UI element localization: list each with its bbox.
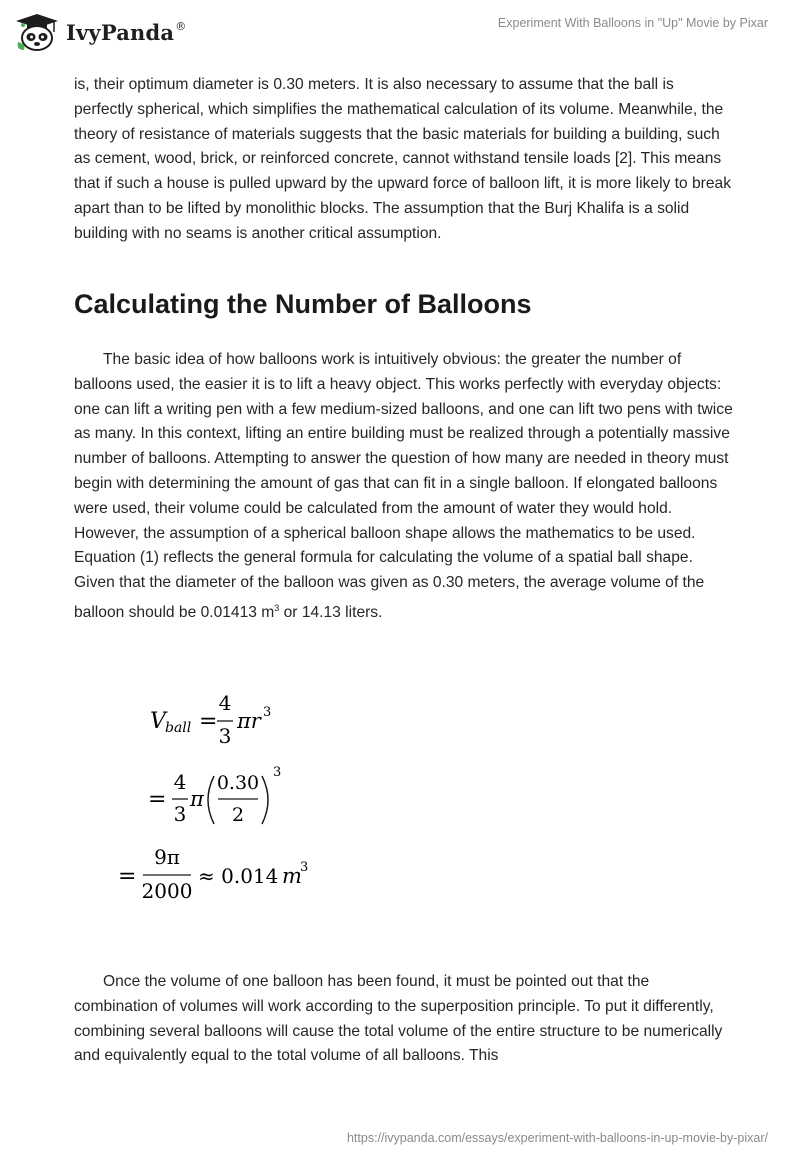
paragraph-1: is, their optimum diameter is 0.30 meters. It is also necessary to assume that the ball is perfectly spherical, which simplifies the mathematical calculation of its volume. Meanwhile, the theory of resistance of materials suggests that the basic materials for building a building, such as cement, wood, brick, or reinforced concrete, cannot withstand tensile loads [2]. This means that if such a house is pulled upward by the upward force of balloon lift, it is more likely to break apart than to be lifted by monolithic blocks. The assumption that the Burj Khalifa is a solid building with no seams is another critical assumption. — [74, 76, 732, 242]
eq-equals-1: = — [199, 709, 218, 734]
eq-line3-unit: m — [282, 864, 302, 888]
unit-exponent: 3 — [274, 602, 280, 613]
eq-equals-2: = — [148, 787, 167, 812]
paragraph-3: Once the volume of one balloon has been found, it must be pointed out that the combination of volumes will work according to the superposition principle. To put it differently, combining several balloons will cause the total volume of the entire structure to be numerically and equivalently equal to the total volume of all balloons. This — [74, 973, 723, 1065]
eq-line2-inner-denominator: 2 — [231, 804, 245, 826]
eq-line3-approx: ≈ 0.014 — [198, 864, 279, 888]
paragraph-2 — [74, 348, 734, 626]
registered-mark: ® — [175, 19, 187, 33]
equation-line-3 — [118, 845, 308, 903]
eq-line2-numerator: 4 — [173, 770, 187, 794]
eq-line2-denominator: 3 — [173, 802, 187, 826]
eq-lhs-symbol: V — [150, 709, 166, 734]
eq-line1-numerator: 4 — [218, 691, 232, 715]
eq-line2-pi: π — [190, 787, 204, 811]
eq-line2-exponent: 3 — [273, 765, 282, 780]
eq-line3-denominator: 2000 — [141, 879, 193, 903]
eq-line2-inner-numerator: 0.30 — [216, 772, 260, 794]
eq-lhs-subscript: ball — [165, 720, 192, 736]
brand-name: IvyPanda® — [66, 19, 187, 45]
section-heading: Calculating the Number of Balloons — [74, 289, 532, 319]
eq-line1-rest: πr — [237, 709, 261, 733]
equation-line-1 — [150, 691, 271, 748]
eq-line1-denominator: 3 — [218, 724, 232, 748]
document-title: Experiment With Balloons in "Up" Movie by Pixar — [497, 16, 768, 30]
paragraph-2-text: The basic idea of how balloons work is intuitively obvious: the greater the number of balloons used, the easier it is to lift a heavy object. This works perfectly with everyday objects: one can lift a writing pen with a few medium-sized balloons, and one can lift two pens with twice as many. In this context, lifting an entire building must be realized through a potentially massive number of balloons. Attempting to answer the question of how many are needed in theory must begin with determining the amount of gas that can fit in a single balloon. If elongated balloons were used, their volume could be calculated from the amount of water they would hold. However, the assumption of a spherical balloon shape allows the mathematics to be used. Equation (1) reflects the general formula for calculating the volume of a spatial ball shape. Given that the diameter of the balloon was given as 0.30 meters, the average volume of the balloon should be 0.01413 m — [74, 351, 733, 622]
balloon-volume-equation — [110, 680, 370, 910]
equation-line-2 — [148, 765, 281, 826]
eq-line3-numerator: 9π — [154, 845, 180, 869]
eq-left-paren — [208, 776, 214, 824]
panda-graduate-icon — [14, 12, 60, 52]
eq-right-paren — [262, 776, 268, 824]
eq-line3-exponent: 3 — [300, 860, 309, 875]
paragraph-2-tail: or 14.13 liters. — [279, 604, 383, 622]
eq-line1-exponent: 3 — [263, 705, 272, 720]
eq-equals-3: = — [118, 864, 137, 889]
source-url-link[interactable]: https://ivypanda.com/essays/experiment-with-balloons-in-up-movie-by-pixar/ — [346, 1131, 768, 1145]
ivypanda-logo[interactable] — [14, 12, 186, 52]
page-header — [0, 0, 800, 70]
